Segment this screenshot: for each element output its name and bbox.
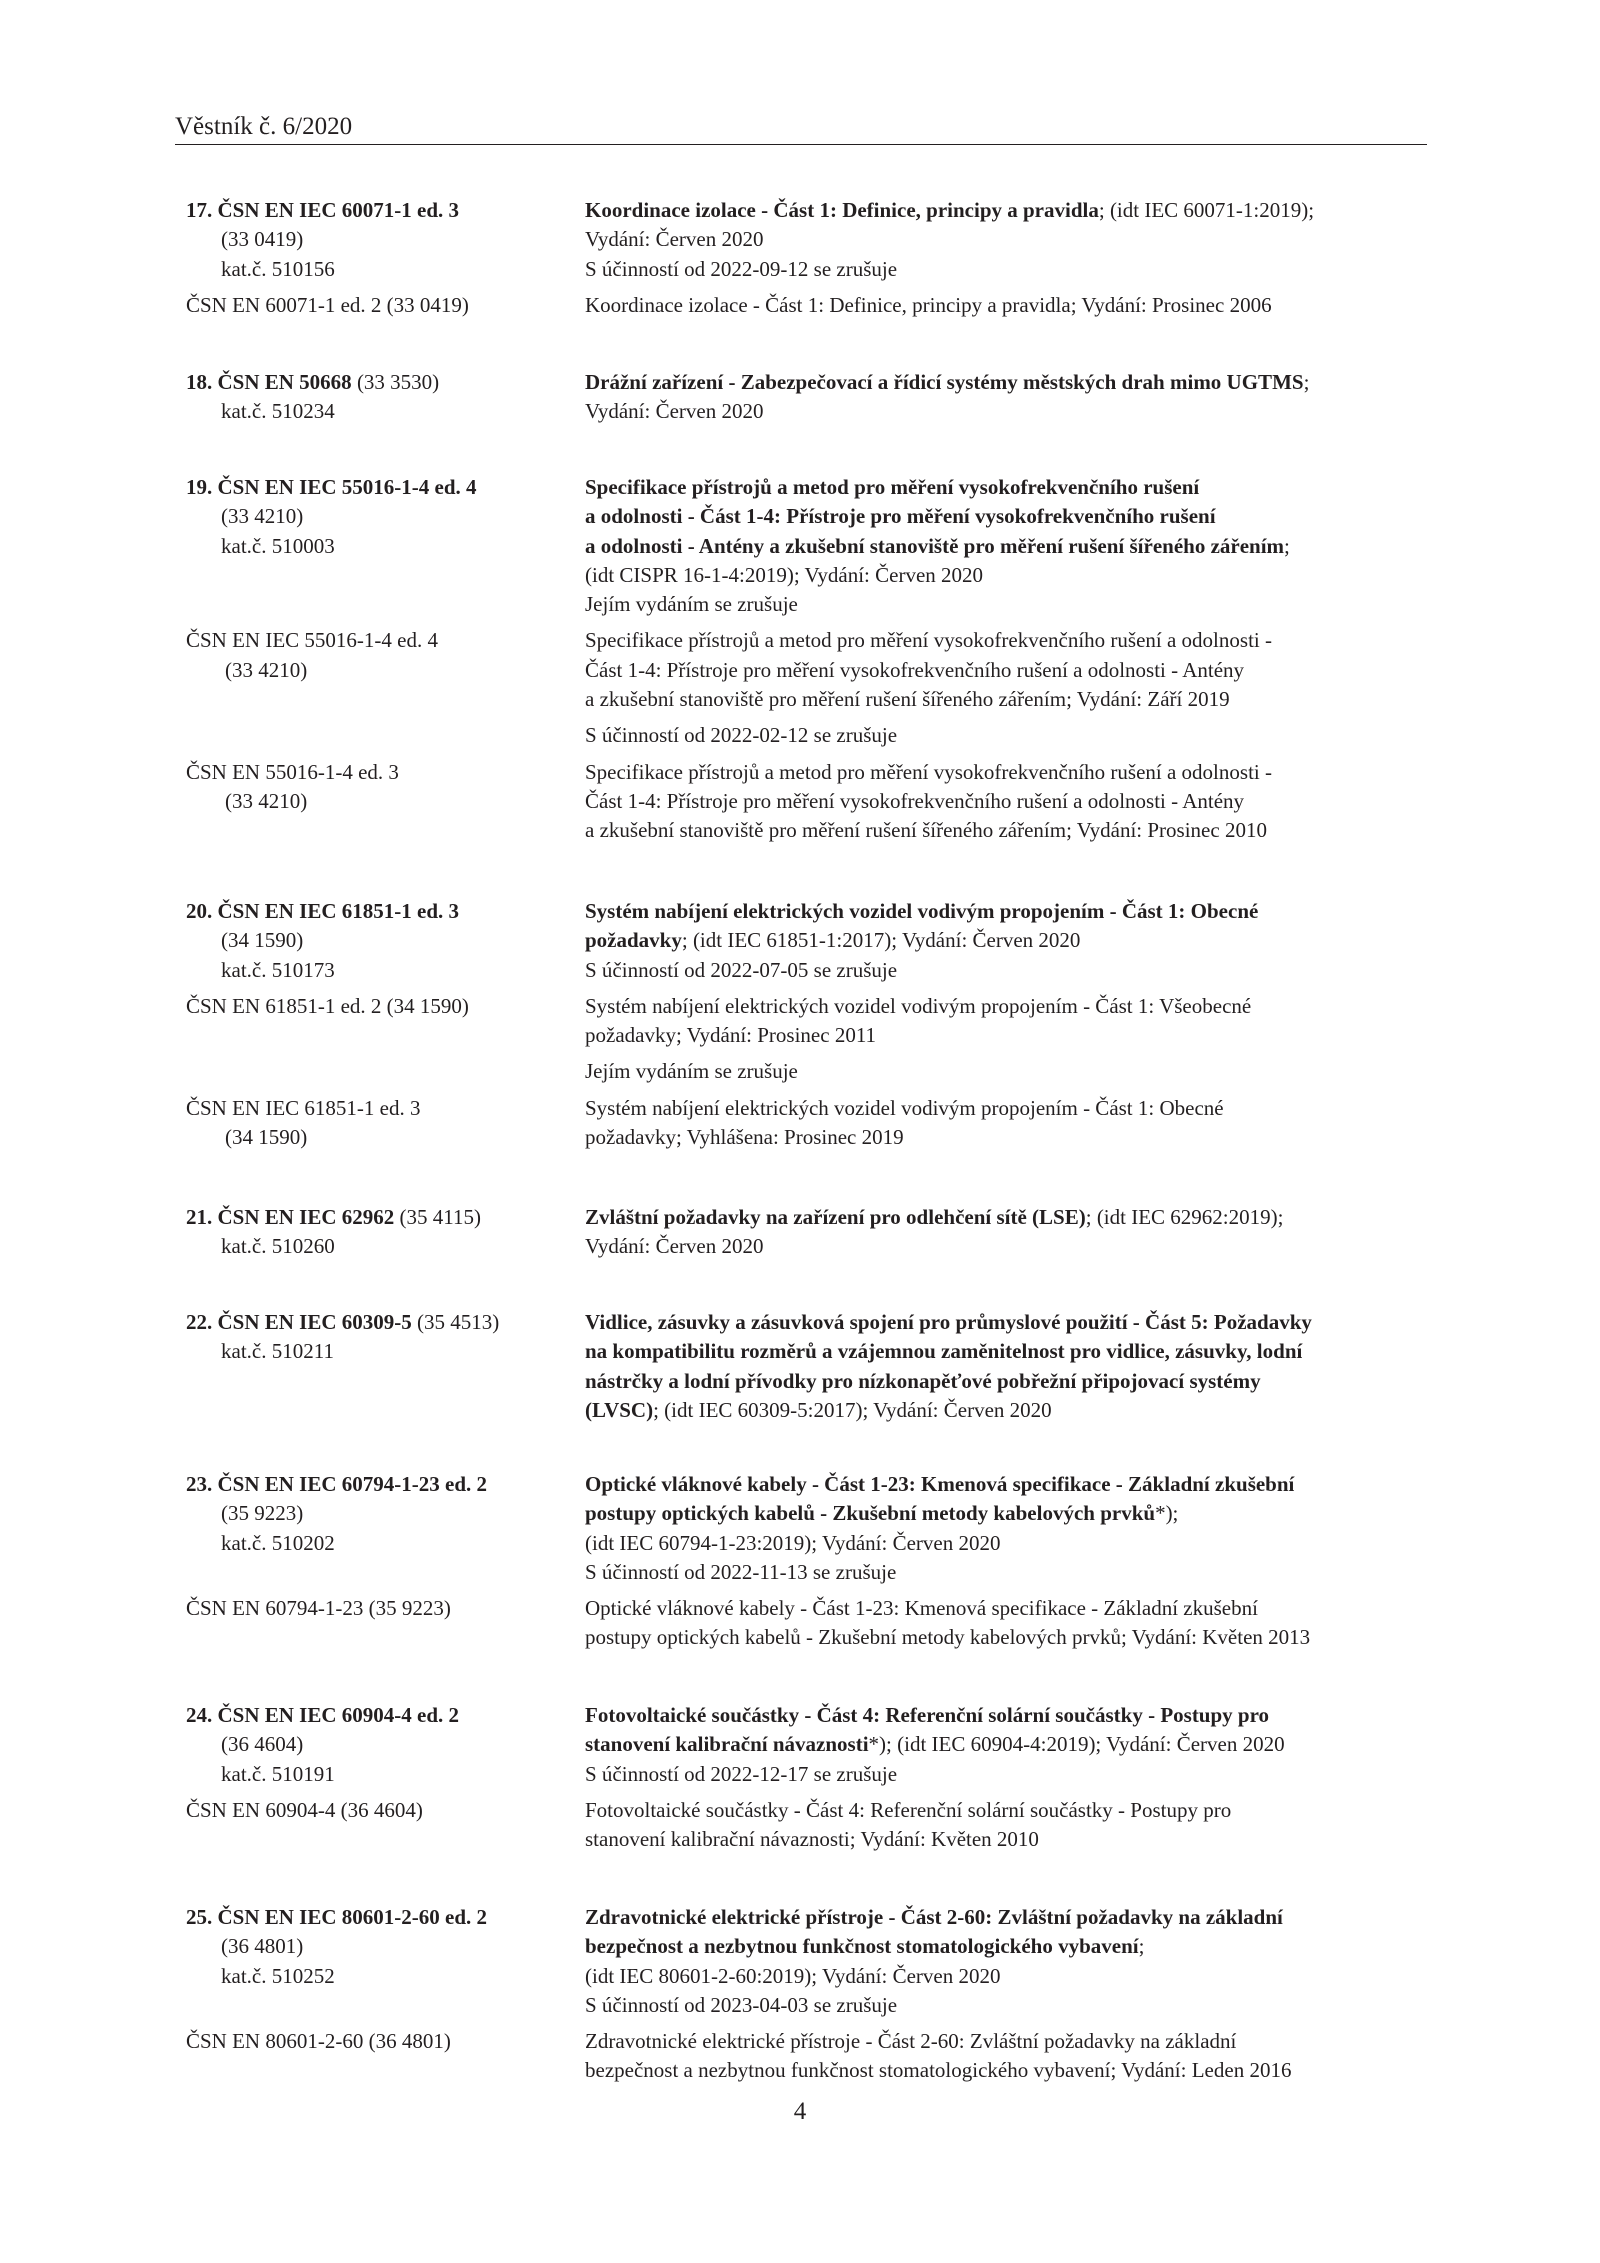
page-number: 4: [793, 2098, 807, 2125]
standard-entry-22: [186, 1308, 1436, 1425]
idt-reference: (idt CISPR 16-1-4:2019); Vydání: Červen 2020: [585, 562, 984, 587]
replaced-standard: [186, 2027, 1436, 2086]
class-number: (33 4210): [221, 504, 304, 529]
withdrawal-note: Jejím vydáním se zrušuje: [585, 592, 798, 617]
idt-reference: ; (idt IEC 60309-5:2017); Vydání: Červen 2020: [653, 1397, 1052, 1422]
idt-reference: (idt IEC 60794-1-23:2019); Vydání: Červen 2020: [585, 1530, 1001, 1555]
issue-date: Vydání: Červen 2020: [585, 399, 764, 424]
replaced-title-line: Specifikace přístrojů a metod pro měření vysokofrekvenčního rušení a odolnosti -: [585, 628, 1272, 653]
catalog-number: kat.č. 510173: [221, 957, 335, 982]
entry-number: 25.: [186, 1905, 213, 1929]
standard-title-line: a odolnosti - Část 1-4: Přístroje pro měření vysokofrekvenčního rušení: [585, 504, 1216, 529]
replaced-title-line: postupy optických kabelů - Zkušební metody kabelových prvků; Vydání: Květen 2013: [585, 1625, 1311, 1650]
replaced-class: (33 4210): [225, 657, 308, 682]
standard-title-line: Specifikace přístrojů a metod pro měření vysokofrekvenčního rušení: [585, 475, 1200, 499]
standard-code: ČSN EN IEC 60309-5: [217, 1310, 412, 1334]
catalog-number: kat.č. 510252: [221, 1963, 335, 1988]
standard-title-line: požadavky: [585, 928, 682, 953]
class-number: (36 4604): [221, 1732, 304, 1757]
bulletin-title: Věstník č. 6/2020: [175, 113, 353, 140]
standard-title-line: Vidlice, zásuvky a zásuvková spojení pro průmyslové použití - Část 5: Požadavky: [585, 1310, 1312, 1334]
replaced-standard: [186, 1094, 1436, 1153]
catalog-number: kat.č. 510234: [221, 399, 335, 424]
catalog-number: kat.č. 510211: [221, 1339, 334, 1364]
standard-code: ČSN EN IEC 60904-4 ed. 2: [217, 1703, 460, 1727]
replaced-code: ČSN EN 60071-1 ed. 2 (33 0419): [186, 292, 469, 317]
title-punctuation: ;: [1284, 533, 1290, 558]
standard-title: Koordinace izolace - Část 1: Definice, principy a pravidla: [585, 198, 1099, 222]
standard-code: ČSN EN IEC 61851-1 ed. 3: [217, 899, 460, 923]
standard-entry-24: [186, 1701, 1436, 1854]
replaced-title: Koordinace izolace - Část 1: Definice, principy a pravidla; Vydání: Prosinec 2006: [585, 292, 1272, 317]
standard-title-line: (LVSC): [585, 1397, 654, 1422]
withdrawal-note: Jejím vydáním se zrušuje: [585, 1059, 798, 1084]
replaced-title-line: Optické vláknové kabely - Část 1-23: Kmenová specifikace - Základní zkušební: [585, 1596, 1258, 1621]
entry-number: 18.: [186, 370, 213, 394]
standard-title-line: nástrčky a lodní přívodky pro nízkonapěťové pobřežní připojovací systémy: [585, 1368, 1261, 1393]
replaced-title-line: Část 1-4: Přístroje pro měření vysokofrekvenčního rušení a odolnosti - Antény: [585, 788, 1245, 813]
catalog-number: kat.č. 510202: [221, 1530, 335, 1555]
standard-title-line: postupy optických kabelů - Zkušební metody kabelových prvků: [585, 1501, 1156, 1526]
standard-code: ČSN EN IEC 60071-1 ed. 3: [217, 198, 460, 222]
standard-title-line: na kompatibilitu rozměrů a vzájemnou zaměnitelnost pro vidlice, zásuvky, lodní: [585, 1339, 1303, 1364]
replaced-title-line: Systém nabíjení elektrických vozidel vodivým propojením - Část 1: Všeobecné: [585, 993, 1252, 1018]
standard-title-line: a odolnosti - Antény a zkušební stanoviště pro měření rušení šířeného zářením: [585, 533, 1285, 558]
standard-entry-21: [186, 1203, 1436, 1262]
standard-code: ČSN EN IEC 55016-1-4 ed. 4: [217, 475, 477, 499]
withdrawal-note: S účinností od 2022-07-05 se zrušuje: [585, 957, 898, 982]
standard-entry-20: [186, 897, 1436, 1152]
entry-number: 22.: [186, 1310, 213, 1334]
standard-title-line: Optické vláknové kabely - Část 1-23: Kmenová specifikace - Základní zkušební: [585, 1472, 1295, 1496]
replaced-code: ČSN EN IEC 55016-1-4 ed. 4: [186, 628, 438, 653]
replaced-title-line: Část 1-4: Přístroje pro měření vysokofrekvenčního rušení a odolnosti - Antény: [585, 657, 1245, 682]
standard-title-line: bezpečnost a nezbytnou funkčnost stomatologického vybavení: [585, 1934, 1139, 1959]
standard-code: ČSN EN IEC 60794-1-23 ed. 2: [217, 1472, 488, 1496]
issue-date: Vydání: Červen 2020: [585, 1234, 764, 1259]
class-number: (36 4801): [221, 1934, 304, 1959]
replaced-code: ČSN EN 61851-1 ed. 2 (34 1590): [186, 993, 469, 1018]
class-number: (33 0419): [221, 227, 304, 252]
replaced-title-line: požadavky; Vydání: Prosinec 2011: [585, 1023, 877, 1048]
standard-entry-19: [186, 473, 1436, 846]
standard-title-line: Systém nabíjení elektrických vozidel vodivým propojením - Část 1: Obecné: [585, 899, 1259, 923]
issue-date: Vydání: Červen 2020: [585, 227, 764, 252]
replaced-title-line: požadavky; Vyhlášena: Prosinec 2019: [585, 1125, 904, 1150]
entry-number: 23.: [186, 1472, 213, 1496]
replaced-standard: [186, 758, 1436, 846]
idt-reference: (idt IEC 80601-2-60:2019); Vydání: Červen 2020: [585, 1963, 1001, 1988]
replaced-title-line: stanovení kalibrační návaznosti; Vydání: Květen 2010: [585, 1827, 1039, 1852]
catalog-number: kat.č. 510156: [221, 256, 335, 281]
withdrawal-note: S účinností od 2023-04-03 se zrušuje: [585, 1992, 898, 2017]
idt-reference: ; (idt IEC 61851-1:2017); Vydání: Červen 2020: [681, 928, 1081, 953]
standard-entry-18: [186, 368, 1436, 427]
replaced-standard: [186, 992, 1436, 1051]
idt-reference: *); (idt IEC 60904-4:2019); Vydání: Červen 2020: [868, 1732, 1285, 1757]
replaced-standard: [186, 1796, 1436, 1855]
standard-entry-17: [186, 196, 1436, 320]
entry-number: 19.: [186, 475, 213, 499]
withdrawal-note: S účinností od 2022-11-13 se zrušuje: [585, 1559, 897, 1584]
replaced-title-line: Fotovoltaické součástky - Část 4: Referenční solární součástky - Postupy pro: [585, 1797, 1232, 1822]
replaced-standard: [186, 291, 1436, 320]
catalog-number: kat.č. 510003: [221, 533, 335, 558]
standard-entry-23: [186, 1470, 1436, 1653]
idt-reference: ; (idt IEC 60071-1:2019);: [1098, 198, 1315, 222]
catalog-number: kat.č. 510191: [221, 1761, 335, 1786]
standard-entry-25: [186, 1903, 1436, 2086]
standard-title-line: Zdravotnické elektrické přístroje - Část 2-60: Zvláštní požadavky na základní: [585, 1905, 1283, 1929]
standard-code: ČSN EN 50668: [217, 370, 352, 394]
replaced-title-line: bezpečnost a nezbytnou funkčnost stomatologického vybavení; Vydání: Leden 2016: [585, 2058, 1292, 2083]
replaced-title-line: a zkušební stanoviště pro měření rušení šířeného zářením; Vydání: Září 2019: [585, 687, 1230, 712]
standard-title: Drážní zařízení - Zabezpečovací a řídicí systémy městských drah mimo UGTMS: [585, 370, 1304, 394]
standard-title-line: stanovení kalibrační návaznosti: [585, 1732, 869, 1757]
class-number: (35 9223): [221, 1501, 304, 1526]
title-punctuation: ;: [1303, 370, 1310, 394]
replaced-standard: [186, 1594, 1436, 1653]
class-number: (35 4513): [411, 1310, 500, 1334]
replaced-code: ČSN EN IEC 61851-1 ed. 3: [186, 1095, 421, 1120]
entry-number: 24.: [186, 1703, 213, 1727]
standard-code: ČSN EN IEC 62962: [217, 1205, 395, 1229]
withdrawal-note: S účinností od 2022-02-12 se zrušuje: [585, 723, 898, 748]
page-header: [175, 112, 1427, 145]
entry-main: [186, 196, 1436, 284]
replaced-code: ČSN EN 60794-1-23 (35 9223): [186, 1596, 451, 1621]
entry-number: 20.: [186, 899, 213, 923]
entry-number: 17.: [186, 198, 213, 222]
replaced-code: ČSN EN 60904-4 (36 4604): [186, 1797, 423, 1822]
replaced-title-line: Zdravotnické elektrické přístroje - Část 2-60: Zvláštní požadavky na základní: [585, 2029, 1237, 2054]
idt-reference: ; (idt IEC 62962:2019);: [1085, 1205, 1284, 1229]
withdrawal-note: S účinností od 2022-09-12 se zrušuje: [585, 256, 898, 281]
catalog-number: kat.č. 510260: [221, 1234, 335, 1259]
standard-title: Zvláštní požadavky na zařízení pro odlehčení sítě (LSE): [585, 1205, 1086, 1229]
replaced-code: ČSN EN 80601-2-60 (36 4801): [186, 2029, 451, 2054]
entry-number: 21.: [186, 1205, 213, 1229]
replaced-class: (33 4210): [225, 788, 308, 813]
class-number: (34 1590): [221, 928, 304, 953]
replaced-class: (34 1590): [225, 1125, 308, 1150]
withdrawal-note: S účinností od 2022-12-17 se zrušuje: [585, 1761, 898, 1786]
replaced-title-line: Systém nabíjení elektrických vozidel vodivým propojením - Část 1: Obecné: [585, 1095, 1224, 1120]
replaced-standard: [186, 626, 1436, 714]
class-number: (35 4115): [394, 1205, 481, 1229]
title-punctuation: ;: [1138, 1934, 1145, 1959]
replaced-code: ČSN EN 55016-1-4 ed. 3: [186, 759, 399, 784]
replaced-title-line: Specifikace přístrojů a metod pro měření vysokofrekvenčního rušení a odolnosti -: [585, 759, 1272, 784]
standard-title-line: Fotovoltaické součástky - Část 4: Referenční solární součástky - Postupy pro: [585, 1703, 1270, 1727]
title-punctuation: *);: [1155, 1501, 1179, 1526]
class-number: (33 3530): [351, 370, 440, 394]
standard-code: ČSN EN IEC 80601-2-60 ed. 2: [217, 1905, 488, 1929]
replaced-title-line: a zkušební stanoviště pro měření rušení šířeného zářením; Vydání: Prosinec 2010: [585, 818, 1267, 843]
